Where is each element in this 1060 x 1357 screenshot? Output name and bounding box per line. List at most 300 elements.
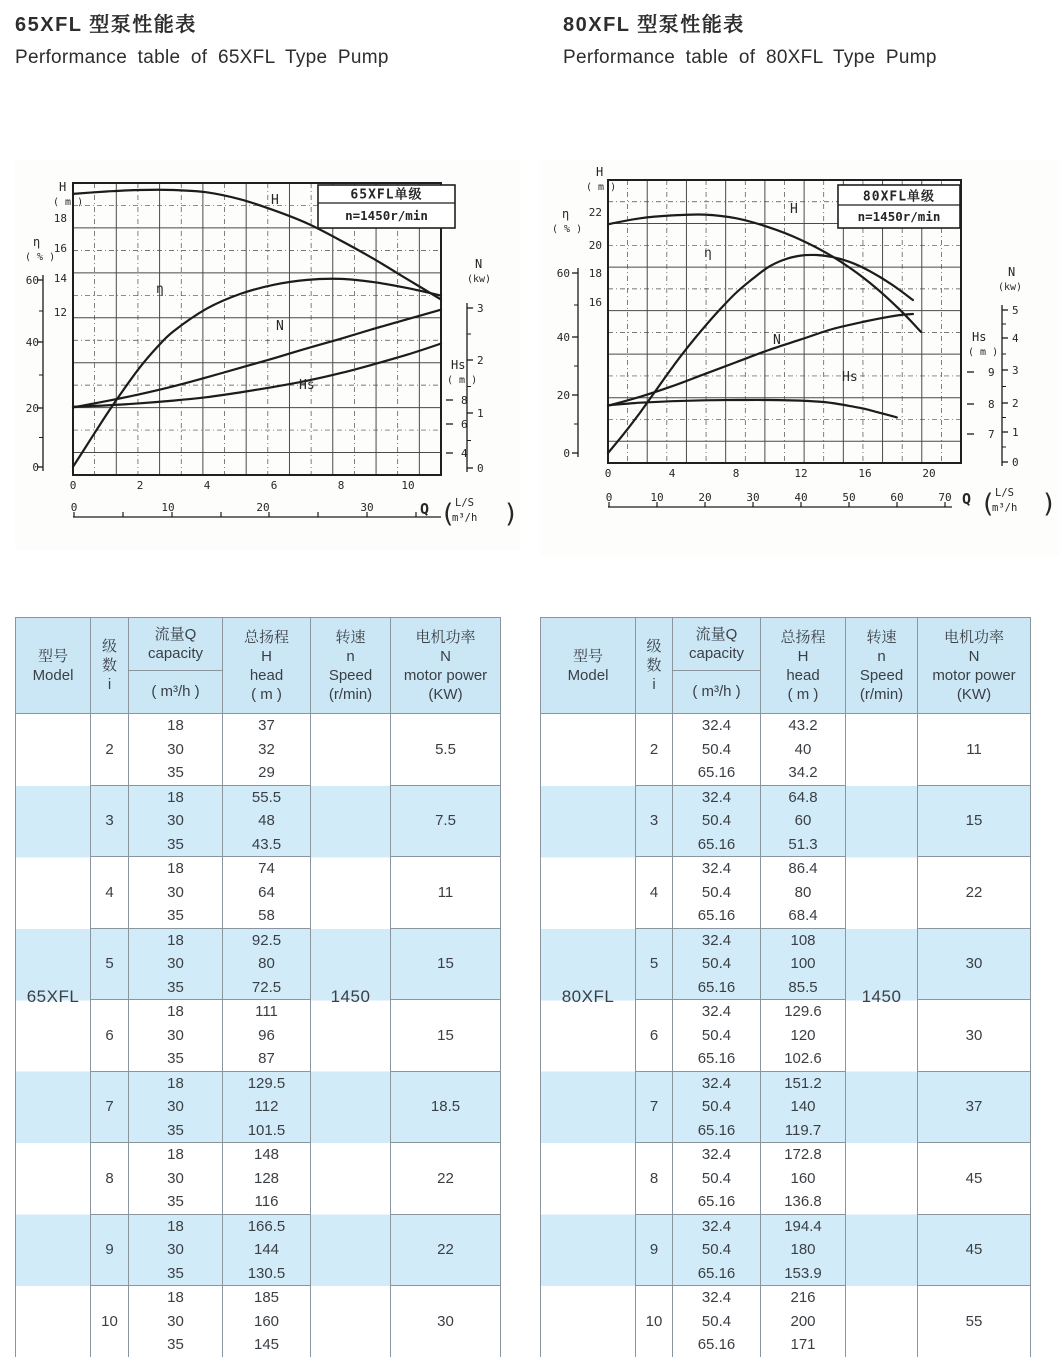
capacity-value: 18 <box>167 931 184 949</box>
title-zh-80xfl: 80XFL 型泵性能表 <box>563 14 745 36</box>
power-cell: 45 <box>918 1143 1031 1215</box>
power-cell: 7.5 <box>391 785 501 857</box>
head-value: 34.2 <box>788 764 818 781</box>
head-value: 216 <box>790 1289 816 1306</box>
head-value: 112 <box>254 1098 279 1115</box>
stage-cell: 10 <box>636 1286 673 1357</box>
model-value: 65XFL <box>26 987 80 1007</box>
col-header-model <box>16 618 91 714</box>
capacity-value: 30 <box>167 1312 184 1330</box>
stage-cell: 6 <box>91 1000 129 1072</box>
capacity-value: 50.4 <box>701 1026 732 1044</box>
svg-text:η: η <box>156 282 164 297</box>
capacity-cell <box>673 785 761 857</box>
head-value: 194.4 <box>784 1217 822 1235</box>
svg-text:6: 6 <box>461 418 468 431</box>
power-cell: 22 <box>918 857 1031 929</box>
svg-text:N: N <box>1008 265 1016 279</box>
power-cell: 30 <box>391 1286 501 1357</box>
head-value: 185 <box>253 1289 280 1306</box>
svg-text:N: N <box>773 333 781 348</box>
stage-cell: 7 <box>91 1071 129 1143</box>
power-cell: 30 <box>918 928 1031 1000</box>
head-value: 136.8 <box>784 1193 822 1210</box>
head-value: 96 <box>258 1026 275 1044</box>
head-value: 58 <box>258 907 275 924</box>
capacity-value: 18 <box>167 1289 184 1306</box>
capacity-value: 30 <box>167 1026 184 1044</box>
svg-text:40: 40 <box>25 336 39 349</box>
svg-text:10: 10 <box>401 479 415 492</box>
performance-chart-80xfl <box>540 160 1060 555</box>
svg-text:Q: Q <box>962 490 972 508</box>
capacity-value: 65.16 <box>697 835 736 853</box>
head-value: 37 <box>258 717 275 734</box>
stage-cell: 8 <box>91 1143 129 1215</box>
svg-text:0: 0 <box>1012 456 1019 469</box>
svg-text:60: 60 <box>25 274 39 287</box>
header-line: ( m ) <box>787 685 819 703</box>
head-value: 200 <box>790 1312 816 1330</box>
head-value: 129.6 <box>784 1003 822 1020</box>
svg-text:40: 40 <box>794 491 808 504</box>
power-cell: 22 <box>391 1214 501 1286</box>
svg-text:2: 2 <box>477 354 484 367</box>
svg-text:H: H <box>790 202 798 217</box>
head-value: 64.8 <box>788 788 818 806</box>
header-line: 流量Q <box>154 625 197 643</box>
head-value: 55.5 <box>251 788 282 806</box>
svg-text:n=1450r/min: n=1450r/min <box>345 208 428 223</box>
svg-text:10: 10 <box>650 491 664 504</box>
speed-value: 1450 <box>330 987 371 1007</box>
capacity-value: 35 <box>167 1121 184 1139</box>
header-line: i <box>107 676 112 693</box>
section-title-65xfl <box>15 8 389 69</box>
capacity-value: 18 <box>167 1074 184 1092</box>
header-line: motor power <box>932 666 1016 684</box>
power-cell: 11 <box>391 857 501 929</box>
svg-text:5: 5 <box>1012 304 1019 317</box>
col-header-speed <box>311 618 391 714</box>
capacity-value: 50.4 <box>701 1241 732 1258</box>
header-line: (KW) <box>428 685 463 703</box>
svg-text:( % ): ( % ) <box>25 252 56 263</box>
capacity-value: 35 <box>167 907 184 924</box>
capacity-header-unit: ( m³/h ) <box>129 670 222 713</box>
svg-text:H: H <box>59 180 67 194</box>
table-row-stage-2 <box>16 714 501 786</box>
head-value: 130.5 <box>247 1264 286 1282</box>
svg-text:Q: Q <box>420 500 430 518</box>
stage-cell: 9 <box>91 1214 129 1286</box>
capacity-value: 35 <box>167 978 184 996</box>
head-value: 32 <box>258 740 275 758</box>
chart-legend-box <box>838 185 960 228</box>
capacity-value: 32.4 <box>701 788 732 806</box>
head-value: 100 <box>790 955 816 972</box>
stage-cell: 2 <box>636 714 673 786</box>
stage-cell: 5 <box>636 928 673 1000</box>
head-value: 153.9 <box>784 1264 822 1282</box>
head-value: 140 <box>790 1098 816 1115</box>
header-line: 型号 <box>37 647 68 665</box>
capacity-cell <box>129 1286 223 1357</box>
stage-cell: 9 <box>636 1214 673 1286</box>
svg-text:2: 2 <box>136 479 144 492</box>
head-cell <box>761 1143 846 1215</box>
header-line: 数 <box>646 657 662 674</box>
svg-text:60: 60 <box>556 267 570 280</box>
svg-text:10: 10 <box>161 501 175 514</box>
svg-text:L/S: L/S <box>995 487 1014 499</box>
header-line: motor power <box>403 666 488 684</box>
power-cell: 30 <box>918 1000 1031 1072</box>
capacity-cell <box>129 1071 223 1143</box>
power-cell: 15 <box>391 1000 501 1072</box>
power-cell: 15 <box>918 785 1031 857</box>
header-line: 级 <box>646 638 662 655</box>
head-value: 180 <box>790 1241 816 1258</box>
stage-cell: 2 <box>91 714 129 786</box>
col-header-head <box>223 618 311 714</box>
capacity-header-top <box>673 618 760 670</box>
header-line: 电机功率 <box>943 628 1004 646</box>
capacity-value: 32.4 <box>701 931 732 949</box>
col-header-model <box>541 618 636 714</box>
svg-text:12: 12 <box>794 467 808 480</box>
svg-text:): ) <box>1041 489 1057 519</box>
capacity-cell <box>673 1214 761 1286</box>
capacity-cell <box>673 1000 761 1072</box>
svg-text:( % ): ( % ) <box>552 224 583 235</box>
capacity-value: 32.4 <box>701 1217 732 1235</box>
stage-cell: 3 <box>91 785 129 857</box>
title-zh-65xfl: 65XFL 型泵性能表 <box>15 14 197 36</box>
head-value: 160 <box>253 1312 280 1330</box>
head-cell <box>223 857 311 929</box>
stage-cell: 7 <box>636 1071 673 1143</box>
head-value: 119.7 <box>784 1121 822 1139</box>
svg-text:16: 16 <box>53 242 67 255</box>
svg-text:( m ): ( m ) <box>447 375 478 386</box>
head-value: 145 <box>253 1336 280 1353</box>
capacity-value: 35 <box>167 764 184 781</box>
capacity-header-unit: ( m³/h ) <box>673 670 760 713</box>
svg-text:(: ( <box>980 489 996 519</box>
speed-cell <box>311 714 391 1357</box>
head-value: 172.8 <box>784 1146 822 1163</box>
stage-cell: 4 <box>91 857 129 929</box>
capacity-value: 65.16 <box>697 1193 736 1210</box>
capacity-cell <box>129 1143 223 1215</box>
header-row <box>16 618 501 714</box>
head-cell <box>761 1000 846 1072</box>
head-value: 160 <box>790 1169 816 1187</box>
svg-text:η: η <box>562 207 570 221</box>
svg-text:0: 0 <box>563 447 570 460</box>
col-header-power <box>391 618 501 714</box>
head-value: 43.5 <box>251 835 282 853</box>
head-value: 80 <box>794 883 812 901</box>
header-line: n <box>346 647 355 665</box>
svg-text:0: 0 <box>605 491 613 504</box>
model-cell <box>16 714 91 1357</box>
power-cell: 45 <box>918 1214 1031 1286</box>
svg-text:Hs: Hs <box>299 378 315 393</box>
head-value: 85.5 <box>788 978 818 996</box>
head-cell <box>223 714 311 786</box>
svg-text:1: 1 <box>477 407 484 420</box>
svg-text:2: 2 <box>1012 397 1019 410</box>
head-cell <box>761 1286 846 1357</box>
svg-text:9: 9 <box>988 366 995 379</box>
head-cell <box>223 785 311 857</box>
svg-text:20: 20 <box>698 491 712 504</box>
capacity-value: 35 <box>167 1193 184 1210</box>
capacity-value: 18 <box>167 1217 184 1235</box>
capacity-value: 30 <box>167 1241 184 1258</box>
svg-text:8: 8 <box>988 398 995 411</box>
svg-text:( m ): ( m ) <box>53 197 84 208</box>
pump-performance-table-65xfl <box>15 617 501 1357</box>
header-line: (r/min) <box>328 685 373 703</box>
header-line: Speed <box>328 666 373 684</box>
header-line: (r/min) <box>859 685 904 703</box>
svg-text:20: 20 <box>588 239 602 252</box>
section-title-80xfl <box>563 8 937 69</box>
capacity-value: 30 <box>167 955 184 972</box>
capacity-value: 18 <box>167 1146 184 1163</box>
capacity-value: 65.16 <box>697 1121 736 1139</box>
capacity-value: 32.4 <box>701 1146 732 1163</box>
svg-text:3: 3 <box>477 302 484 315</box>
performance-table-65xfl <box>15 617 501 1357</box>
svg-text:1: 1 <box>1012 426 1019 439</box>
head-cell <box>223 1143 311 1215</box>
speed-cell <box>846 714 918 1357</box>
svg-text:Hs: Hs <box>972 330 987 344</box>
capacity-value: 18 <box>167 717 184 734</box>
capacity-value: 65.16 <box>697 1336 736 1353</box>
svg-text:n=1450r/min: n=1450r/min <box>857 209 941 224</box>
head-cell <box>761 714 846 786</box>
svg-text:( m ): ( m ) <box>586 182 617 193</box>
svg-text:20: 20 <box>256 501 270 514</box>
head-value: 111 <box>255 1003 278 1020</box>
head-value: 74 <box>258 860 275 877</box>
head-value: 68.4 <box>788 907 818 924</box>
head-value: 108 <box>790 931 816 949</box>
svg-text:H: H <box>271 193 279 208</box>
header-line: Model <box>567 666 609 684</box>
header-line: Model <box>32 666 74 684</box>
header-line: 电机功率 <box>415 628 476 646</box>
svg-text:16: 16 <box>588 296 602 309</box>
capacity-header-box <box>673 618 760 713</box>
capacity-value: 32.4 <box>701 860 732 877</box>
col-header-capacity <box>129 618 223 714</box>
svg-text:0: 0 <box>477 462 484 475</box>
svg-text:12: 12 <box>53 306 67 319</box>
head-value: 116 <box>254 1193 279 1210</box>
svg-text:8: 8 <box>461 394 468 407</box>
capacity-value: 35 <box>167 1336 184 1353</box>
title-en-65xfl: Performance table of 65XFL Type Pump <box>15 47 389 68</box>
head-value: 171 <box>790 1336 816 1353</box>
svg-text:3: 3 <box>1012 364 1019 377</box>
svg-text:16: 16 <box>858 467 872 480</box>
head-value: 60 <box>794 812 812 829</box>
capacity-value: 18 <box>167 860 184 877</box>
header-line: 流量Q <box>695 625 738 643</box>
head-value: 86.4 <box>788 860 818 877</box>
svg-text:20: 20 <box>25 402 39 415</box>
capacity-value: 32.4 <box>701 1289 732 1306</box>
capacity-cell <box>673 857 761 929</box>
title-en-80xfl: Performance table of 80XFL Type Pump <box>563 47 937 68</box>
svg-text:0: 0 <box>69 479 77 492</box>
head-cell <box>761 928 846 1000</box>
stage-cell: 4 <box>636 857 673 929</box>
capacity-value: 30 <box>167 740 184 758</box>
capacity-value: 32.4 <box>701 717 732 734</box>
pump-performance-table-80xfl <box>540 617 1031 1357</box>
chart-legend-box <box>318 185 455 228</box>
stage-cell: 6 <box>636 1000 673 1072</box>
svg-text:N: N <box>475 257 483 271</box>
header-line: i <box>652 676 656 693</box>
svg-text:m³/h: m³/h <box>992 502 1018 514</box>
capacity-cell <box>129 1214 223 1286</box>
power-cell: 11 <box>918 714 1031 786</box>
svg-text:7: 7 <box>988 428 995 441</box>
performance-chart-65xfl <box>15 160 520 550</box>
header-line: 总扬程 <box>243 628 289 646</box>
header-line: capacity <box>147 644 204 662</box>
head-value: 43.2 <box>788 717 818 734</box>
col-header-speed <box>846 618 918 714</box>
head-value: 120 <box>790 1026 816 1044</box>
head-value: 80 <box>258 955 275 972</box>
svg-text:65XFL单级: 65XFL单级 <box>350 187 423 203</box>
stage-cell: 5 <box>91 928 129 1000</box>
svg-text:8: 8 <box>732 467 740 480</box>
head-value: 151.2 <box>784 1074 822 1092</box>
svg-text:20: 20 <box>556 389 570 402</box>
head-cell <box>761 1071 846 1143</box>
capacity-cell <box>673 714 761 786</box>
header-line: 级 <box>101 638 117 655</box>
header-line: capacity <box>688 644 745 662</box>
performance-table-80xfl <box>540 617 1031 1357</box>
capacity-value: 30 <box>167 1169 184 1187</box>
svg-text:70: 70 <box>938 491 952 504</box>
svg-text:Hs: Hs <box>842 370 858 385</box>
stage-cell: 3 <box>636 785 673 857</box>
svg-text:60: 60 <box>890 491 904 504</box>
svg-text:4: 4 <box>1012 332 1019 345</box>
head-value: 92.5 <box>251 931 282 949</box>
svg-text:(kw): (kw) <box>467 274 492 285</box>
model-value: 80XFL <box>561 987 615 1007</box>
table-row-stage-2 <box>541 714 1031 786</box>
capacity-value: 30 <box>167 1098 184 1115</box>
svg-text:22: 22 <box>588 206 602 219</box>
head-value: 29 <box>258 764 275 781</box>
capacity-value: 50.4 <box>701 883 732 901</box>
capacity-value: 50.4 <box>701 955 732 972</box>
header-line: head <box>786 666 820 684</box>
power-cell: 15 <box>391 928 501 1000</box>
head-value: 51.3 <box>788 835 818 853</box>
header-line: H <box>261 647 272 665</box>
capacity-cell <box>129 928 223 1000</box>
svg-text:0: 0 <box>70 501 78 514</box>
capacity-cell <box>129 1000 223 1072</box>
head-value: 101.5 <box>247 1121 286 1139</box>
power-cell: 37 <box>918 1071 1031 1143</box>
head-value: 64 <box>258 883 275 901</box>
capacity-value: 50.4 <box>701 740 732 758</box>
head-value: 129.5 <box>247 1074 286 1092</box>
capacity-value: 65.16 <box>697 1264 736 1282</box>
svg-text:η: η <box>33 235 41 249</box>
head-cell <box>761 1214 846 1286</box>
col-header-capacity <box>673 618 761 714</box>
capacity-header-top <box>129 618 222 670</box>
capacity-value: 30 <box>167 883 184 901</box>
head-value: 128 <box>253 1169 280 1187</box>
header-line: 数 <box>101 657 117 674</box>
head-cell <box>223 1000 311 1072</box>
capacity-value: 50.4 <box>701 1098 732 1115</box>
capacity-value: 65.16 <box>697 764 736 781</box>
capacity-cell <box>129 857 223 929</box>
svg-text:30: 30 <box>746 491 760 504</box>
svg-text:m³/h: m³/h <box>452 512 478 524</box>
capacity-value: 50.4 <box>701 812 732 829</box>
svg-text:50: 50 <box>842 491 856 504</box>
svg-text:(kw): (kw) <box>998 282 1023 293</box>
capacity-cell <box>673 928 761 1000</box>
capacity-value: 65.16 <box>697 978 736 996</box>
capacity-value: 65.16 <box>697 907 736 924</box>
col-header-power <box>918 618 1031 714</box>
svg-text:4: 4 <box>668 467 676 480</box>
head-value: 48 <box>258 812 275 829</box>
svg-text:30: 30 <box>360 501 374 514</box>
capacity-value: 32.4 <box>701 1074 732 1092</box>
header-line: 型号 <box>572 647 603 665</box>
capacity-value: 30 <box>167 812 184 829</box>
header-line: n <box>877 647 886 665</box>
header-line: head <box>249 666 284 684</box>
power-cell: 5.5 <box>391 714 501 786</box>
head-value: 72.5 <box>251 978 282 996</box>
head-cell <box>223 928 311 1000</box>
svg-text:H: H <box>596 165 604 179</box>
header-line: N <box>440 647 451 665</box>
header-line: Speed <box>859 666 904 684</box>
col-header-stages <box>636 618 673 714</box>
stage-cell: 8 <box>636 1143 673 1215</box>
head-cell <box>223 1071 311 1143</box>
capacity-cell <box>673 1143 761 1215</box>
svg-text:0: 0 <box>604 467 612 480</box>
svg-text:18: 18 <box>53 212 67 225</box>
capacity-value: 18 <box>167 788 184 806</box>
